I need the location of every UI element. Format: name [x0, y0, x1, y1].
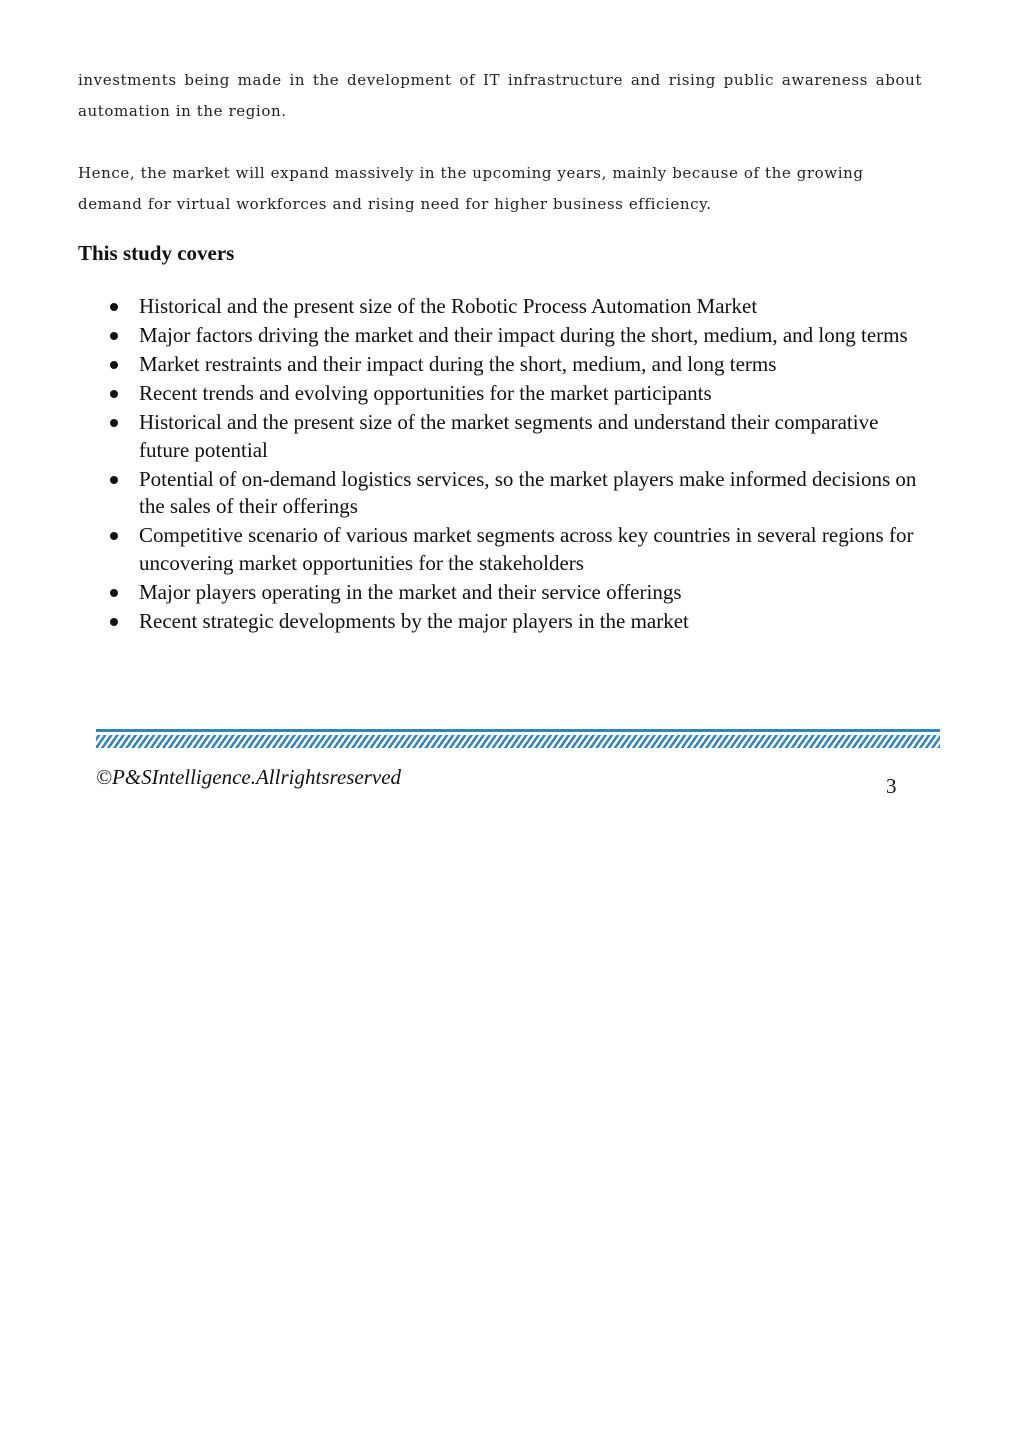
bullet-icon: [110, 589, 118, 597]
bullet-list-item: [108, 351, 918, 379]
bullet-list-item: [108, 293, 918, 321]
bullet-text: Major factors driving the market and their impact during the short, medium, and long terms: [139, 323, 908, 347]
bullet-list-item: [108, 380, 918, 408]
footer-divider-line: [96, 729, 940, 732]
bullet-icon: [110, 532, 118, 540]
bullet-icon: [110, 303, 118, 311]
body-paragraph: Hence, the market will expand massively in the upcoming years, mainly because of the growing demand for virtual workforces and rising need for higher business efficiency.: [78, 164, 864, 213]
bullet-list-item: [108, 522, 918, 577]
bullet-icon: [110, 332, 118, 340]
bullet-text: Historical and the present size of the market segments and understand their comparative future potential: [139, 410, 879, 462]
section-heading: This study covers: [78, 241, 235, 265]
bullet-text: Competitive scenario of various market segments across key countries in several regions for uncovering market opportunities for the stakeholders: [139, 523, 914, 575]
bullet-icon: [110, 618, 118, 626]
bullet-list-item: [108, 322, 918, 350]
bullet-list-item: [108, 466, 918, 521]
bullet-text: Recent strategic developments by the major players in the market: [139, 608, 689, 633]
bullet-text: Historical and the present size of the Robotic Process Automation Market: [139, 294, 758, 318]
bullet-list-item: [108, 579, 918, 607]
footer-divider-hatch: [96, 735, 940, 748]
bullet-text: Major players operating in the market and their service offerings: [139, 579, 682, 604]
body-paragraph: investments being made in the development of IT infrastructure and rising public awareness about automation in the region.: [78, 71, 922, 120]
bullet-list-item: [108, 409, 918, 464]
bullet-list-item: [108, 608, 918, 636]
footer-divider: [96, 729, 940, 748]
bullet-icon: [110, 390, 118, 398]
bullet-text: Market restraints and their impact during the short, medium, and long terms: [139, 352, 777, 376]
bullet-icon: [110, 361, 118, 369]
page-number: 3: [886, 774, 897, 798]
copyright-notice: ©P&SIntelligence.Allrightsreserved: [96, 765, 402, 789]
bullet-icon: [110, 419, 118, 427]
bullet-text: Recent trends and evolving opportunities for the market participants: [139, 381, 712, 405]
bullet-icon: [110, 476, 118, 484]
bullet-list: [108, 293, 918, 637]
bullet-text: Potential of on-demand logistics services, so the market players make informed decisions on the sales of their offerings: [139, 466, 917, 518]
